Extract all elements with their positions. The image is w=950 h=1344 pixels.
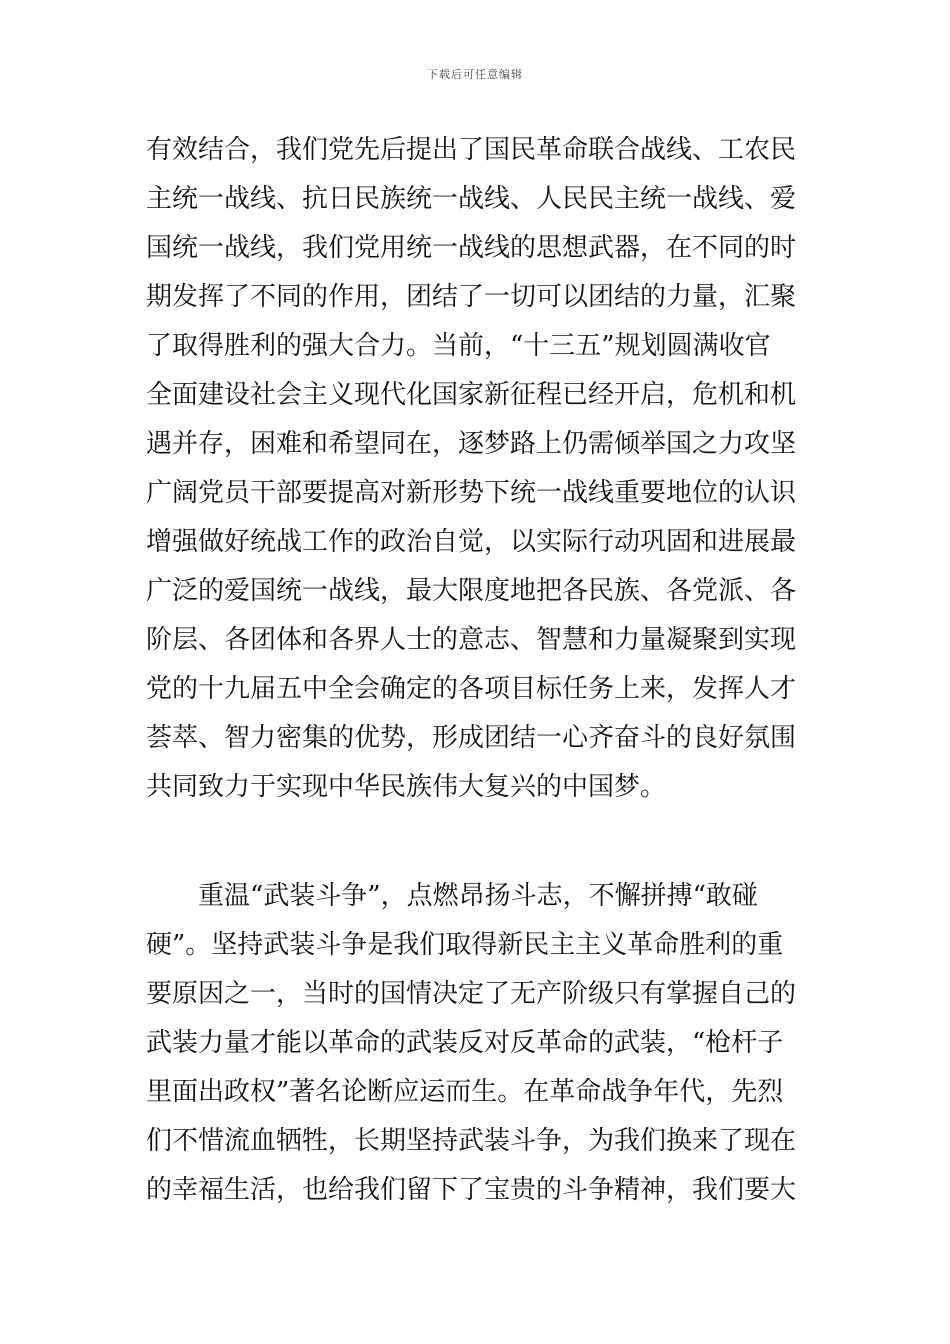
- text-line: 了取得胜利的强大合力。当前，“十三五”规划圆满收官: [146, 331, 771, 361]
- text-line: 广泛的爱国统一战线，最大限度地把各民族、各党派、各: [146, 576, 797, 606]
- text-line: 重温“武装斗争”，点燃昂扬斗志，不懈拼搏“敢碰: [146, 881, 758, 911]
- text-line: 武装力量才能以革命的武装反对反革命的武装，“枪杆子: [146, 1028, 784, 1058]
- text-line: 阶层、各团体和各界人士的意志、智慧和力量凝聚到实现: [146, 625, 797, 655]
- text-line: 硬”。坚持武装斗争是我们取得新民主主义革命胜利的重: [146, 930, 784, 960]
- text-line: 的幸福生活，也给我们留下了宝贵的斗争精神，我们要大: [146, 1175, 797, 1205]
- text-line: 全面建设社会主义现代化国家新征程已经开启，危机和机: [146, 380, 797, 410]
- text-line: 期发挥了不同的作用，团结了一切可以团结的力量，汇聚: [146, 282, 797, 312]
- paragraph-2: [146, 872, 806, 1215]
- text-line: 里面出政权”著名论断应运而生。在革命战争年代，先烈: [146, 1077, 784, 1107]
- text-line: 主统一战线、抗日民族统一战线、人民民主统一战线、爱: [146, 184, 797, 214]
- paragraph-1: [146, 126, 806, 812]
- text-line: 们不惜流血牺牲，长期坚持武装斗争，为我们换来了现在: [146, 1126, 797, 1156]
- text-line: 有效结合，我们党先后提出了国民革命联合战线、工农民: [146, 135, 797, 165]
- text-line: 要原因之一，当时的国情决定了无产阶级只有掌握自己的: [146, 979, 797, 1009]
- text-line: 党的十九届五中全会确定的各项目标任务上来，发挥人才: [146, 674, 797, 704]
- text-line: 国统一战线，我们党用统一战线的思想武器，在不同的时: [146, 233, 797, 263]
- text-line: 广阔党员干部要提高对新形势下统一战线重要地位的认识: [146, 478, 797, 508]
- text-line: 荟萃、智力密集的优势，形成团结一心齐奋斗的良好氛围: [146, 723, 797, 753]
- page-header: 下载后可任意编辑: [427, 68, 523, 81]
- text-line: 增强做好统战工作的政治自觉，以实际行动巩固和进展最: [146, 527, 797, 557]
- text-line: 遇并存，困难和希望同在，逐梦路上仍需倾举国之力攻坚: [146, 429, 797, 459]
- text-line: 共同致力于实现中华民族伟大复兴的中国梦。: [146, 772, 667, 802]
